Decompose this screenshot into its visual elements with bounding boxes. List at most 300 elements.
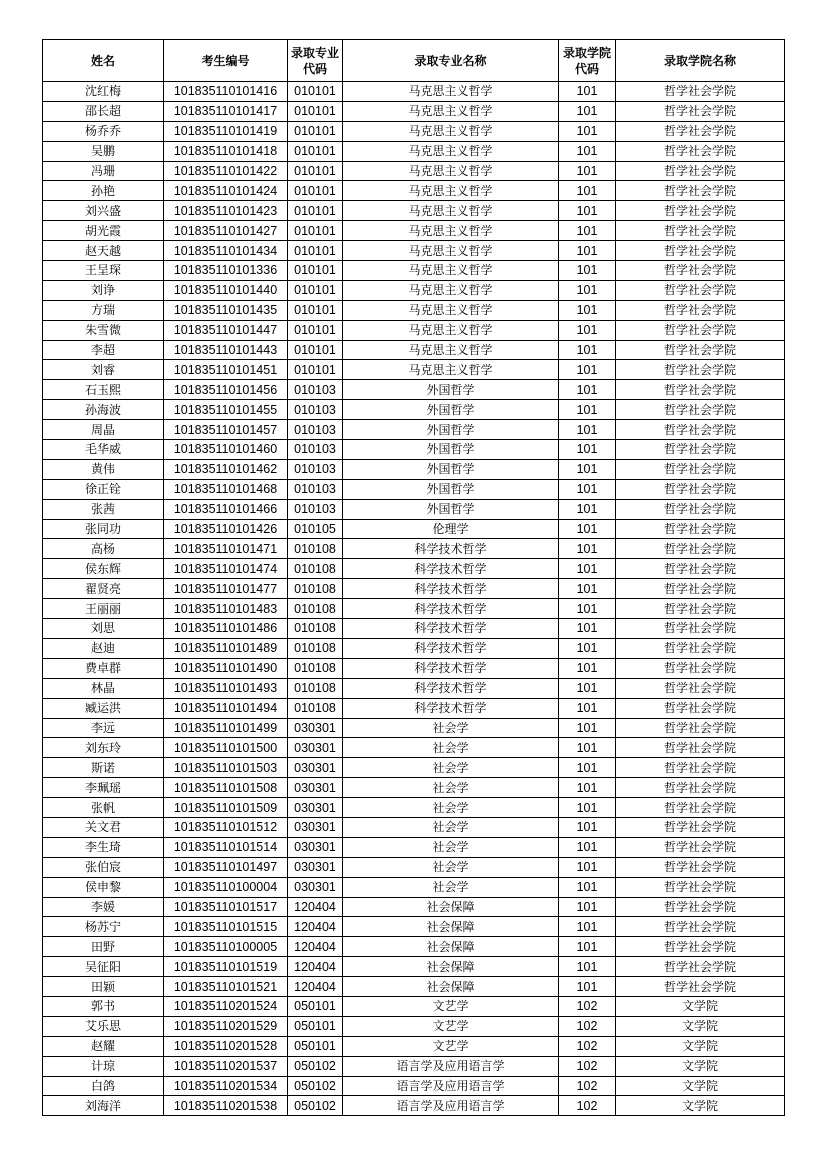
cell-name: 毛华威 — [43, 440, 164, 460]
table-row — [43, 559, 785, 579]
cell-exam-id: 101835110101474 — [164, 559, 288, 579]
cell-college-code: 101 — [559, 141, 616, 161]
table-row — [43, 897, 785, 917]
cell-major-name: 外国哲学 — [343, 440, 559, 460]
cell-exam-id: 101835110101455 — [164, 400, 288, 420]
cell-college-code: 102 — [559, 1076, 616, 1096]
cell-exam-id: 101835110101486 — [164, 619, 288, 639]
cell-major-code: 030301 — [288, 798, 343, 818]
table-row — [43, 519, 785, 539]
table-row — [43, 101, 785, 121]
cell-major-code: 010108 — [288, 559, 343, 579]
cell-major-name: 马克思主义哲学 — [343, 101, 559, 121]
table-row — [43, 1056, 785, 1076]
table-row — [43, 877, 785, 897]
table-row — [43, 400, 785, 420]
cell-name: 周晶 — [43, 420, 164, 440]
cell-exam-id: 101835110101419 — [164, 121, 288, 141]
cell-name: 孙海波 — [43, 400, 164, 420]
cell-exam-id: 101835110101462 — [164, 459, 288, 479]
cell-exam-id: 101835110101443 — [164, 340, 288, 360]
cell-name: 张茜 — [43, 499, 164, 519]
cell-major-name: 外国哲学 — [343, 400, 559, 420]
table-row — [43, 459, 785, 479]
cell-college-name: 哲学社会学院 — [616, 121, 785, 141]
cell-major-name: 科学技术哲学 — [343, 579, 559, 599]
cell-college-code: 101 — [559, 539, 616, 559]
cell-exam-id: 101835110101477 — [164, 579, 288, 599]
cell-name: 朱雪微 — [43, 320, 164, 340]
cell-college-name: 哲学社会学院 — [616, 539, 785, 559]
cell-exam-id: 101835110101497 — [164, 857, 288, 877]
cell-college-code: 101 — [559, 738, 616, 758]
cell-major-code: 010101 — [288, 161, 343, 181]
cell-exam-id: 101835110201524 — [164, 996, 288, 1016]
cell-college-name: 哲学社会学院 — [616, 340, 785, 360]
cell-college-code: 101 — [559, 459, 616, 479]
cell-major-code: 010101 — [288, 82, 343, 102]
table-row — [43, 837, 785, 857]
cell-college-code: 101 — [559, 241, 616, 261]
cell-name: 刘兴盛 — [43, 201, 164, 221]
table-row — [43, 261, 785, 281]
cell-exam-id: 101835110101519 — [164, 957, 288, 977]
cell-exam-id: 101835110101512 — [164, 817, 288, 837]
cell-college-name: 哲学社会学院 — [616, 778, 785, 798]
cell-college-name: 哲学社会学院 — [616, 241, 785, 261]
cell-major-code: 010101 — [288, 261, 343, 281]
cell-college-name: 哲学社会学院 — [616, 380, 785, 400]
cell-major-name: 社会学 — [343, 837, 559, 857]
cell-college-code: 101 — [559, 817, 616, 837]
cell-major-name: 社会保障 — [343, 897, 559, 917]
header-row — [43, 40, 785, 82]
cell-major-name: 科学技术哲学 — [343, 638, 559, 658]
cell-exam-id: 101835110101416 — [164, 82, 288, 102]
cell-name: 徐正铨 — [43, 479, 164, 499]
cell-major-name: 语言学及应用语言学 — [343, 1056, 559, 1076]
cell-name: 黄伟 — [43, 459, 164, 479]
cell-exam-id: 101835110101422 — [164, 161, 288, 181]
cell-college-code: 101 — [559, 857, 616, 877]
cell-college-code: 101 — [559, 698, 616, 718]
cell-exam-id: 101835110101503 — [164, 758, 288, 778]
admission-table — [42, 39, 785, 1116]
cell-exam-id: 101835110101457 — [164, 420, 288, 440]
cell-college-code: 101 — [559, 579, 616, 599]
cell-major-code: 010103 — [288, 459, 343, 479]
cell-major-code: 010103 — [288, 420, 343, 440]
cell-college-name: 文学院 — [616, 1056, 785, 1076]
table-body — [43, 82, 785, 1116]
cell-major-name: 科学技术哲学 — [343, 619, 559, 639]
cell-college-name: 哲学社会学院 — [616, 937, 785, 957]
cell-name: 王丽丽 — [43, 599, 164, 619]
cell-college-name: 哲学社会学院 — [616, 738, 785, 758]
cell-college-code: 101 — [559, 479, 616, 499]
cell-college-name: 哲学社会学院 — [616, 798, 785, 818]
cell-major-name: 文艺学 — [343, 1036, 559, 1056]
table-row — [43, 798, 785, 818]
cell-college-name: 文学院 — [616, 996, 785, 1016]
cell-college-name: 哲学社会学院 — [616, 201, 785, 221]
table-row — [43, 360, 785, 380]
cell-name: 赵耀 — [43, 1036, 164, 1056]
cell-name: 计琼 — [43, 1056, 164, 1076]
table-row — [43, 539, 785, 559]
cell-exam-id: 101835110101514 — [164, 837, 288, 857]
cell-name: 邵长超 — [43, 101, 164, 121]
table-row — [43, 917, 785, 937]
cell-major-name: 文艺学 — [343, 1016, 559, 1036]
cell-college-code: 101 — [559, 957, 616, 977]
cell-exam-id: 101835110101517 — [164, 897, 288, 917]
cell-major-code: 010103 — [288, 400, 343, 420]
cell-major-code: 120404 — [288, 917, 343, 937]
table-row — [43, 579, 785, 599]
cell-college-code: 101 — [559, 798, 616, 818]
cell-exam-id: 101835110101336 — [164, 261, 288, 281]
cell-college-code: 101 — [559, 619, 616, 639]
cell-major-name: 文艺学 — [343, 996, 559, 1016]
cell-college-name: 哲学社会学院 — [616, 161, 785, 181]
table-row — [43, 658, 785, 678]
cell-major-name: 伦理学 — [343, 519, 559, 539]
cell-major-name: 马克思主义哲学 — [343, 201, 559, 221]
cell-major-code: 010101 — [288, 101, 343, 121]
cell-exam-id: 101835110101456 — [164, 380, 288, 400]
cell-name: 刘睿 — [43, 360, 164, 380]
cell-major-code: 010103 — [288, 479, 343, 499]
cell-college-code: 101 — [559, 758, 616, 778]
table-row — [43, 121, 785, 141]
cell-college-name: 哲学社会学院 — [616, 619, 785, 639]
cell-name: 张帆 — [43, 798, 164, 818]
table-row — [43, 996, 785, 1016]
cell-major-code: 010101 — [288, 201, 343, 221]
cell-major-code: 010108 — [288, 619, 343, 639]
cell-college-name: 哲学社会学院 — [616, 977, 785, 997]
cell-name: 王呈琛 — [43, 261, 164, 281]
cell-major-code: 010103 — [288, 499, 343, 519]
cell-exam-id: 101835110101466 — [164, 499, 288, 519]
cell-name: 刘海洋 — [43, 1096, 164, 1116]
cell-major-name: 马克思主义哲学 — [343, 82, 559, 102]
cell-name: 臧运洪 — [43, 698, 164, 718]
cell-college-code: 101 — [559, 658, 616, 678]
cell-name: 刘东玲 — [43, 738, 164, 758]
cell-college-name: 哲学社会学院 — [616, 440, 785, 460]
cell-major-name: 外国哲学 — [343, 479, 559, 499]
cell-name: 沈红梅 — [43, 82, 164, 102]
cell-college-code: 101 — [559, 718, 616, 738]
table-row — [43, 977, 785, 997]
cell-major-code: 030301 — [288, 857, 343, 877]
cell-name: 李珮瑶 — [43, 778, 164, 798]
cell-major-name: 社会学 — [343, 817, 559, 837]
table-row — [43, 817, 785, 837]
cell-exam-id: 101835110101508 — [164, 778, 288, 798]
cell-major-name: 科学技术哲学 — [343, 658, 559, 678]
cell-major-code: 030301 — [288, 758, 343, 778]
cell-college-code: 101 — [559, 221, 616, 241]
cell-exam-id: 101835110101423 — [164, 201, 288, 221]
cell-major-code: 010101 — [288, 241, 343, 261]
table-row — [43, 1076, 785, 1096]
cell-college-name: 哲学社会学院 — [616, 758, 785, 778]
cell-name: 孙艳 — [43, 181, 164, 201]
cell-college-code: 101 — [559, 897, 616, 917]
cell-major-name: 科学技术哲学 — [343, 678, 559, 698]
cell-college-name: 哲学社会学院 — [616, 479, 785, 499]
cell-major-code: 050102 — [288, 1096, 343, 1116]
cell-name: 斯诺 — [43, 758, 164, 778]
table-row — [43, 957, 785, 977]
cell-name: 吴鹏 — [43, 141, 164, 161]
cell-major-code: 010108 — [288, 658, 343, 678]
cell-name: 李超 — [43, 340, 164, 360]
cell-major-code: 030301 — [288, 877, 343, 897]
cell-major-code: 050101 — [288, 1036, 343, 1056]
cell-college-name: 哲学社会学院 — [616, 280, 785, 300]
table-row — [43, 141, 785, 161]
cell-college-name: 哲学社会学院 — [616, 658, 785, 678]
cell-major-name: 马克思主义哲学 — [343, 320, 559, 340]
table-row — [43, 778, 785, 798]
table-row — [43, 1016, 785, 1036]
cell-college-code: 101 — [559, 638, 616, 658]
cell-major-code: 050101 — [288, 996, 343, 1016]
cell-college-name: 哲学社会学院 — [616, 678, 785, 698]
cell-exam-id: 101835110201529 — [164, 1016, 288, 1036]
cell-college-code: 102 — [559, 1056, 616, 1076]
cell-college-name: 哲学社会学院 — [616, 579, 785, 599]
cell-major-code: 030301 — [288, 718, 343, 738]
cell-major-name: 科学技术哲学 — [343, 698, 559, 718]
cell-major-code: 010101 — [288, 141, 343, 161]
cell-name: 郭书 — [43, 996, 164, 1016]
table-row — [43, 380, 785, 400]
table-row — [43, 1096, 785, 1116]
cell-name: 田野 — [43, 937, 164, 957]
cell-major-code: 010103 — [288, 380, 343, 400]
table-row — [43, 241, 785, 261]
cell-major-name: 社会保障 — [343, 917, 559, 937]
table-row — [43, 479, 785, 499]
cell-college-code: 101 — [559, 280, 616, 300]
header-college-code: 录取学院代码 — [559, 40, 616, 82]
cell-college-name: 哲学社会学院 — [616, 877, 785, 897]
cell-college-code: 101 — [559, 420, 616, 440]
cell-major-code: 010108 — [288, 579, 343, 599]
cell-exam-id: 101835110101468 — [164, 479, 288, 499]
table-row — [43, 300, 785, 320]
cell-college-name: 哲学社会学院 — [616, 181, 785, 201]
cell-exam-id: 101835110101490 — [164, 658, 288, 678]
cell-college-code: 101 — [559, 300, 616, 320]
cell-major-name: 社会学 — [343, 778, 559, 798]
cell-college-code: 101 — [559, 101, 616, 121]
cell-major-name: 社会学 — [343, 758, 559, 778]
cell-major-name: 外国哲学 — [343, 420, 559, 440]
cell-major-code: 050101 — [288, 1016, 343, 1036]
cell-college-name: 哲学社会学院 — [616, 221, 785, 241]
cell-college-name: 文学院 — [616, 1076, 785, 1096]
cell-major-name: 马克思主义哲学 — [343, 141, 559, 161]
cell-college-name: 文学院 — [616, 1016, 785, 1036]
cell-college-name: 哲学社会学院 — [616, 897, 785, 917]
cell-major-code: 010108 — [288, 539, 343, 559]
cell-exam-id: 101835110201528 — [164, 1036, 288, 1056]
cell-exam-id: 101835110101471 — [164, 539, 288, 559]
cell-major-code: 010101 — [288, 360, 343, 380]
cell-college-name: 哲学社会学院 — [616, 559, 785, 579]
cell-college-code: 101 — [559, 82, 616, 102]
table-row — [43, 638, 785, 658]
cell-college-code: 101 — [559, 837, 616, 857]
cell-major-name: 科学技术哲学 — [343, 539, 559, 559]
cell-college-name: 文学院 — [616, 1036, 785, 1056]
cell-exam-id: 101835110101460 — [164, 440, 288, 460]
cell-college-code: 102 — [559, 1036, 616, 1056]
cell-college-name: 哲学社会学院 — [616, 261, 785, 281]
cell-major-code: 050102 — [288, 1076, 343, 1096]
cell-major-code: 010101 — [288, 181, 343, 201]
table-row — [43, 181, 785, 201]
cell-name: 林晶 — [43, 678, 164, 698]
cell-college-code: 101 — [559, 380, 616, 400]
table-row — [43, 758, 785, 778]
cell-college-code: 102 — [559, 1016, 616, 1036]
cell-major-code: 010108 — [288, 678, 343, 698]
cell-exam-id: 101835110101499 — [164, 718, 288, 738]
cell-exam-id: 101835110101493 — [164, 678, 288, 698]
cell-college-name: 哲学社会学院 — [616, 141, 785, 161]
cell-major-code: 030301 — [288, 738, 343, 758]
table-row — [43, 698, 785, 718]
cell-name: 李媛 — [43, 897, 164, 917]
cell-college-name: 哲学社会学院 — [616, 300, 785, 320]
cell-name: 李远 — [43, 718, 164, 738]
cell-name: 方瑞 — [43, 300, 164, 320]
cell-major-name: 外国哲学 — [343, 380, 559, 400]
cell-college-name: 哲学社会学院 — [616, 698, 785, 718]
table-row — [43, 718, 785, 738]
cell-college-name: 哲学社会学院 — [616, 360, 785, 380]
cell-college-name: 哲学社会学院 — [616, 857, 785, 877]
cell-name: 费卓群 — [43, 658, 164, 678]
table-row — [43, 619, 785, 639]
cell-major-code: 030301 — [288, 817, 343, 837]
cell-exam-id: 101835110101509 — [164, 798, 288, 818]
cell-college-code: 101 — [559, 778, 616, 798]
cell-major-name: 马克思主义哲学 — [343, 300, 559, 320]
cell-college-code: 101 — [559, 917, 616, 937]
cell-college-code: 102 — [559, 996, 616, 1016]
cell-major-code: 010108 — [288, 599, 343, 619]
cell-major-name: 社会学 — [343, 857, 559, 877]
cell-college-code: 101 — [559, 121, 616, 141]
cell-exam-id: 101835110100005 — [164, 937, 288, 957]
header-college-name: 录取学院名称 — [616, 40, 785, 82]
cell-college-name: 哲学社会学院 — [616, 459, 785, 479]
table-row — [43, 420, 785, 440]
cell-name: 李生琦 — [43, 837, 164, 857]
cell-college-code: 101 — [559, 261, 616, 281]
cell-name: 田颖 — [43, 977, 164, 997]
table-row — [43, 857, 785, 877]
cell-major-name: 外国哲学 — [343, 459, 559, 479]
cell-major-name: 社会学 — [343, 798, 559, 818]
cell-exam-id: 101835110101451 — [164, 360, 288, 380]
table-row — [43, 499, 785, 519]
cell-major-name: 社会保障 — [343, 977, 559, 997]
cell-college-code: 101 — [559, 320, 616, 340]
cell-name: 翟贤亮 — [43, 579, 164, 599]
cell-major-name: 马克思主义哲学 — [343, 181, 559, 201]
cell-college-code: 101 — [559, 977, 616, 997]
cell-major-name: 社会学 — [343, 877, 559, 897]
cell-college-name: 哲学社会学院 — [616, 82, 785, 102]
cell-college-name: 哲学社会学院 — [616, 837, 785, 857]
cell-major-name: 外国哲学 — [343, 499, 559, 519]
cell-college-code: 101 — [559, 519, 616, 539]
cell-college-code: 101 — [559, 161, 616, 181]
cell-exam-id: 101835110101447 — [164, 320, 288, 340]
cell-exam-id: 101835110101483 — [164, 599, 288, 619]
cell-exam-id: 101835110101424 — [164, 181, 288, 201]
table-row — [43, 937, 785, 957]
table-row — [43, 340, 785, 360]
cell-major-code: 030301 — [288, 778, 343, 798]
cell-college-code: 101 — [559, 440, 616, 460]
cell-name: 高杨 — [43, 539, 164, 559]
cell-major-code: 050102 — [288, 1056, 343, 1076]
cell-name: 侯东辉 — [43, 559, 164, 579]
cell-college-name: 哲学社会学院 — [616, 499, 785, 519]
header-major-name: 录取专业名称 — [343, 40, 559, 82]
cell-major-code: 030301 — [288, 837, 343, 857]
cell-major-code: 010101 — [288, 320, 343, 340]
cell-exam-id: 101835110101521 — [164, 977, 288, 997]
cell-exam-id: 101835110101489 — [164, 638, 288, 658]
cell-major-code: 010101 — [288, 300, 343, 320]
cell-college-name: 哲学社会学院 — [616, 320, 785, 340]
cell-college-name: 哲学社会学院 — [616, 519, 785, 539]
cell-major-name: 马克思主义哲学 — [343, 340, 559, 360]
cell-major-code: 010101 — [288, 340, 343, 360]
cell-college-code: 101 — [559, 599, 616, 619]
cell-name: 冯珊 — [43, 161, 164, 181]
cell-name: 白鸽 — [43, 1076, 164, 1096]
cell-college-name: 哲学社会学院 — [616, 957, 785, 977]
cell-college-code: 101 — [559, 559, 616, 579]
table-row — [43, 599, 785, 619]
cell-major-name: 社会学 — [343, 718, 559, 738]
table-row — [43, 221, 785, 241]
cell-exam-id: 101835110101435 — [164, 300, 288, 320]
cell-exam-id: 101835110101494 — [164, 698, 288, 718]
cell-major-name: 马克思主义哲学 — [343, 241, 559, 261]
cell-exam-id: 101835110101515 — [164, 917, 288, 937]
cell-college-code: 101 — [559, 360, 616, 380]
cell-major-code: 010101 — [288, 221, 343, 241]
cell-name: 胡光霞 — [43, 221, 164, 241]
cell-college-name: 哲学社会学院 — [616, 917, 785, 937]
cell-name: 张伯宸 — [43, 857, 164, 877]
cell-exam-id: 101835110201538 — [164, 1096, 288, 1116]
cell-major-code: 120404 — [288, 937, 343, 957]
